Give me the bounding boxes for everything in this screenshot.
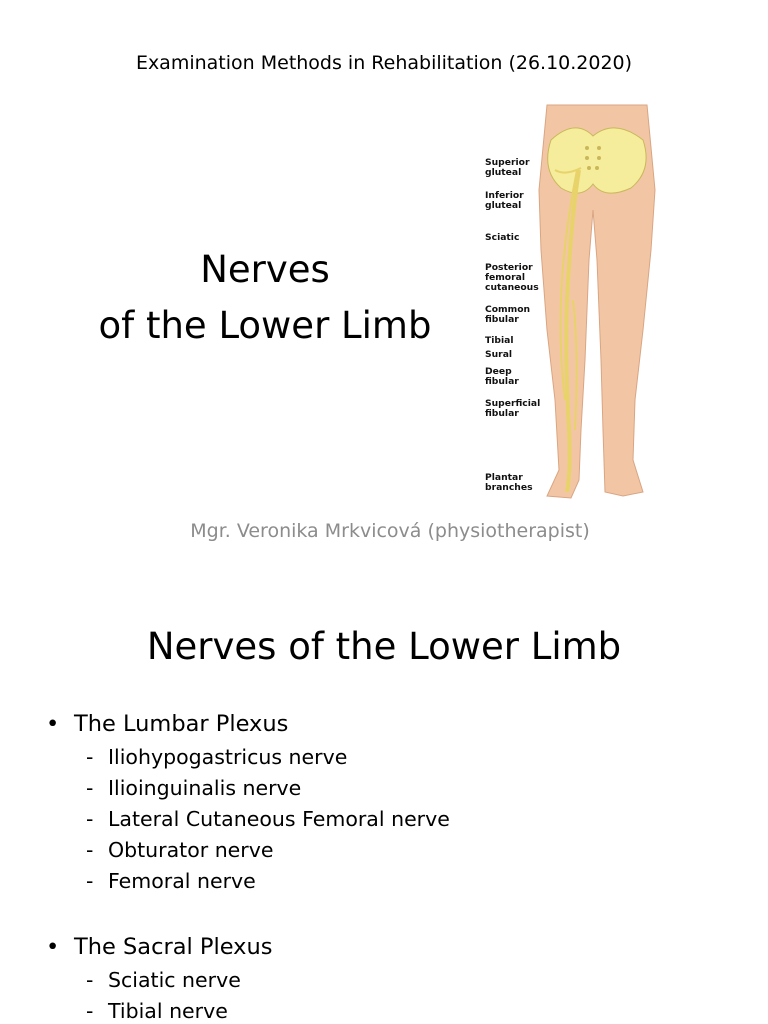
label-common-fibular: Common fibular: [485, 304, 531, 325]
dash-marker: -: [86, 968, 94, 992]
list-item: [86, 745, 347, 769]
dash-marker: -: [86, 807, 94, 831]
list-item: [86, 838, 273, 862]
course-title: Examination Methods in Rehabilitation (26.10.2020): [135, 52, 633, 74]
dash-marker: -: [86, 999, 94, 1023]
label-sciatic: Sciatic: [485, 232, 520, 243]
label-posterior-femoral-cutaneous: Posterior femoral cutaneous: [485, 262, 539, 293]
slide2-title: Nerves of the Lower Limb: [146, 625, 622, 668]
bullet-text: The Lumbar Plexus: [74, 711, 289, 737]
label-superior-gluteal: Superior gluteal: [485, 157, 530, 178]
lower-limb-nerves-figure: [475, 100, 675, 505]
list-item-text: Sciatic nerve: [108, 968, 241, 992]
bullet-text: The Sacral Plexus: [74, 934, 273, 960]
label-sural: Sural: [485, 349, 513, 360]
list-item-text: Femoral nerve: [108, 869, 256, 893]
list-item: [86, 869, 256, 893]
label-inferior-gluteal: Inferior gluteal: [485, 190, 524, 211]
dash-marker: -: [86, 745, 94, 769]
bullet-lumbar-plexus: [46, 711, 288, 737]
label-superficial-fibular: Superficial fibular: [485, 398, 541, 419]
bullet-dot: •: [46, 711, 60, 737]
dash-marker: -: [86, 838, 94, 862]
list-item-text: Ilioinguinalis nerve: [108, 776, 302, 800]
bullet-dot: •: [46, 934, 60, 960]
list-item-text: Lateral Cutaneous Femoral nerve: [108, 807, 450, 831]
list-item: [86, 807, 450, 831]
slide-title: [60, 242, 470, 354]
list-item: [86, 776, 301, 800]
list-item: [86, 999, 228, 1023]
label-plantar-branches: Plantar branches: [485, 472, 533, 493]
label-deep-fibular: Deep fibular: [485, 366, 519, 387]
label-tibial: Tibial: [485, 335, 514, 346]
dash-marker: -: [86, 869, 94, 893]
bullet-sacral-plexus: [46, 934, 272, 960]
list-item-text: Tibial nerve: [108, 999, 228, 1023]
title-line-2: of the Lower Limb: [98, 304, 432, 347]
author: Mgr. Veronika Mrkvicová (physiotherapist): [190, 520, 590, 542]
title-line-1: Nerves: [200, 248, 330, 291]
list-item-text: Obturator nerve: [108, 838, 274, 862]
dash-marker: -: [86, 776, 94, 800]
list-item-text: Iliohypogastricus nerve: [108, 745, 348, 769]
list-item: [86, 968, 241, 992]
